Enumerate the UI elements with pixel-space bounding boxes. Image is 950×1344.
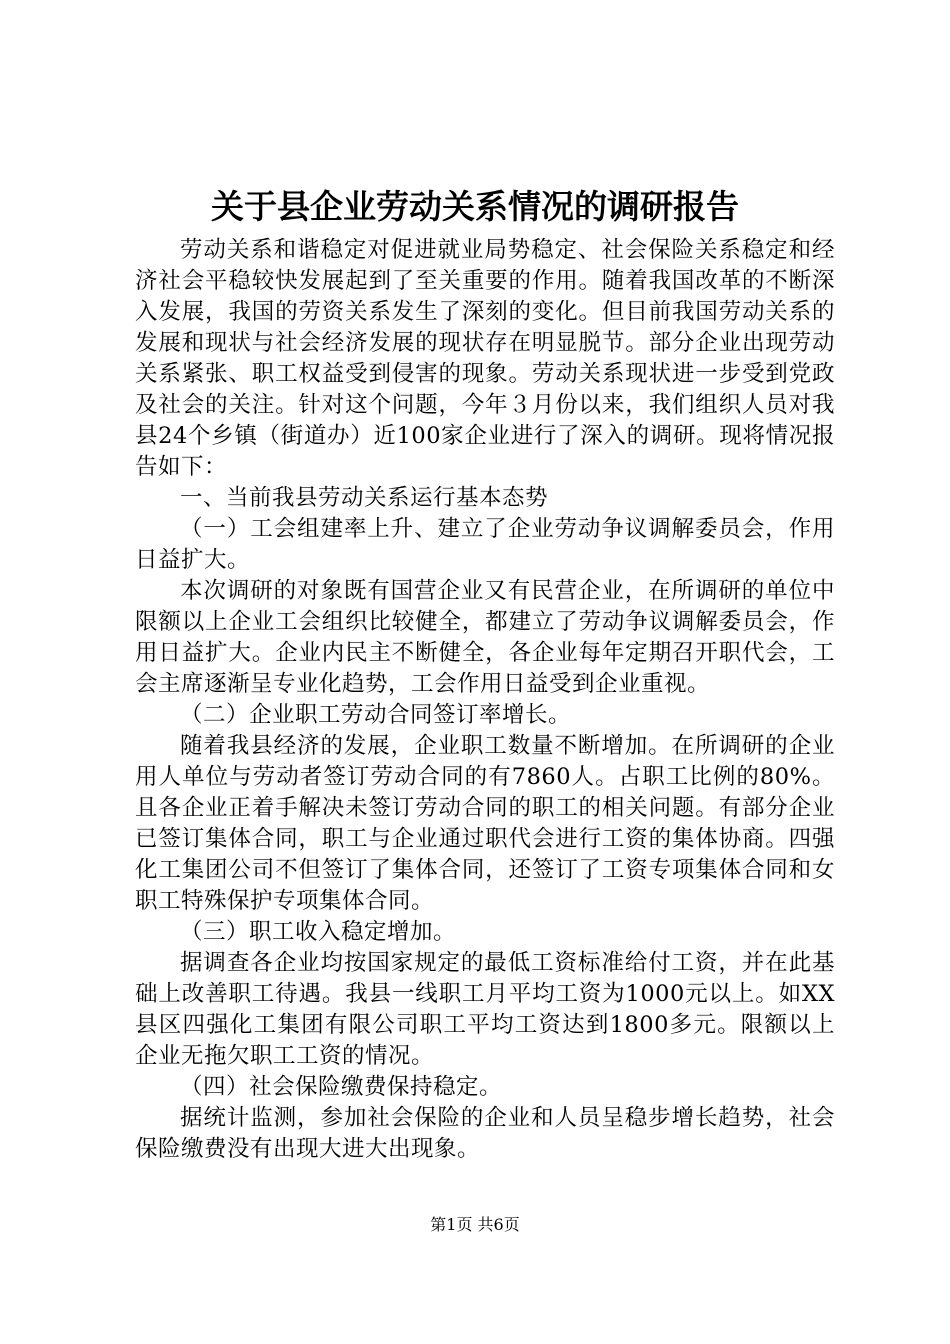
page-footer: 第1页 共6页	[430, 1215, 520, 1234]
subheading-1: （一）工会组建率上升、建立了企业劳动争议调解委员会，作用日益扩大。	[135, 516, 835, 573]
paragraph-3: 据调查各企业均按国家规定的最低工资标准给付工资，并在此基础上改善职工待遇。我县一线职工月平均工资为1000元以上。如XX县区四强化工集团有限公司职工平均工资达到1800多元。限额以上企业无拖欠职工工资的情况。	[135, 950, 835, 1069]
document-body	[135, 235, 835, 1165]
paragraph-4: 据统计监测，参加社会保险的企业和人员呈稳步增长趋势，社会保险缴费没有出现大进大出现象。	[135, 1105, 835, 1162]
paragraph-2: 随着我县经济的发展，企业职工数量不断增加。在所调研的企业用人单位与劳动者签订劳动合同的有7860人。占职工比例的80%。且各企业正着手解决未签订劳动合同的职工的相关问题。有部分企业已签订集体合同，职工与企业通过职代会进行工资的集体协商。四强化工集团公司不但签订了集体合同，还签订了工资专项集体合同和女职工特殊保护专项集体合同。	[135, 733, 835, 914]
subheading-4: （四）社会保险缴费保持稳定。	[180, 1074, 503, 1100]
document-title: 关于县企业劳动关系情况的调研报告	[211, 187, 739, 226]
paragraph-1: 本次调研的对象既有国营企业又有民营企业，在所调研的单位中限额以上企业工会组织比较健全，都建立了劳动争议调解委员会，作用日益扩大。企业内民主不断健全，各企业每年定期召开职代会，工会主席逐渐呈专业化趋势，工会作用日益受到企业重视。	[135, 578, 835, 697]
paragraph-intro: 劳动关系和谐稳定对促进就业局势稳定、社会保险关系稳定和经济社会平稳较快发展起到了至关重要的作用。随着我国改革的不断深入发展，我国的劳资关系发生了深刻的变化。但目前我国劳动关系的发展和现状与社会经济发展的现状存在明显脱节。部分企业出现劳动关系紧张、职工权益受到侵害的现象。劳动关系现状进一步受到党政及社会的关注。针对这个问题，今年３月份以来，我们组织人员对我县24个乡镇（街道办）近100家企业进行了深入的调研。现将情况报告如下：	[135, 237, 835, 480]
section-heading-1: 一、当前我县劳动关系运行基本态势	[180, 485, 549, 511]
subheading-2: （二）企业职工劳动合同签订率增长。	[180, 702, 572, 728]
subheading-3: （三）职工收入稳定增加。	[180, 919, 457, 945]
